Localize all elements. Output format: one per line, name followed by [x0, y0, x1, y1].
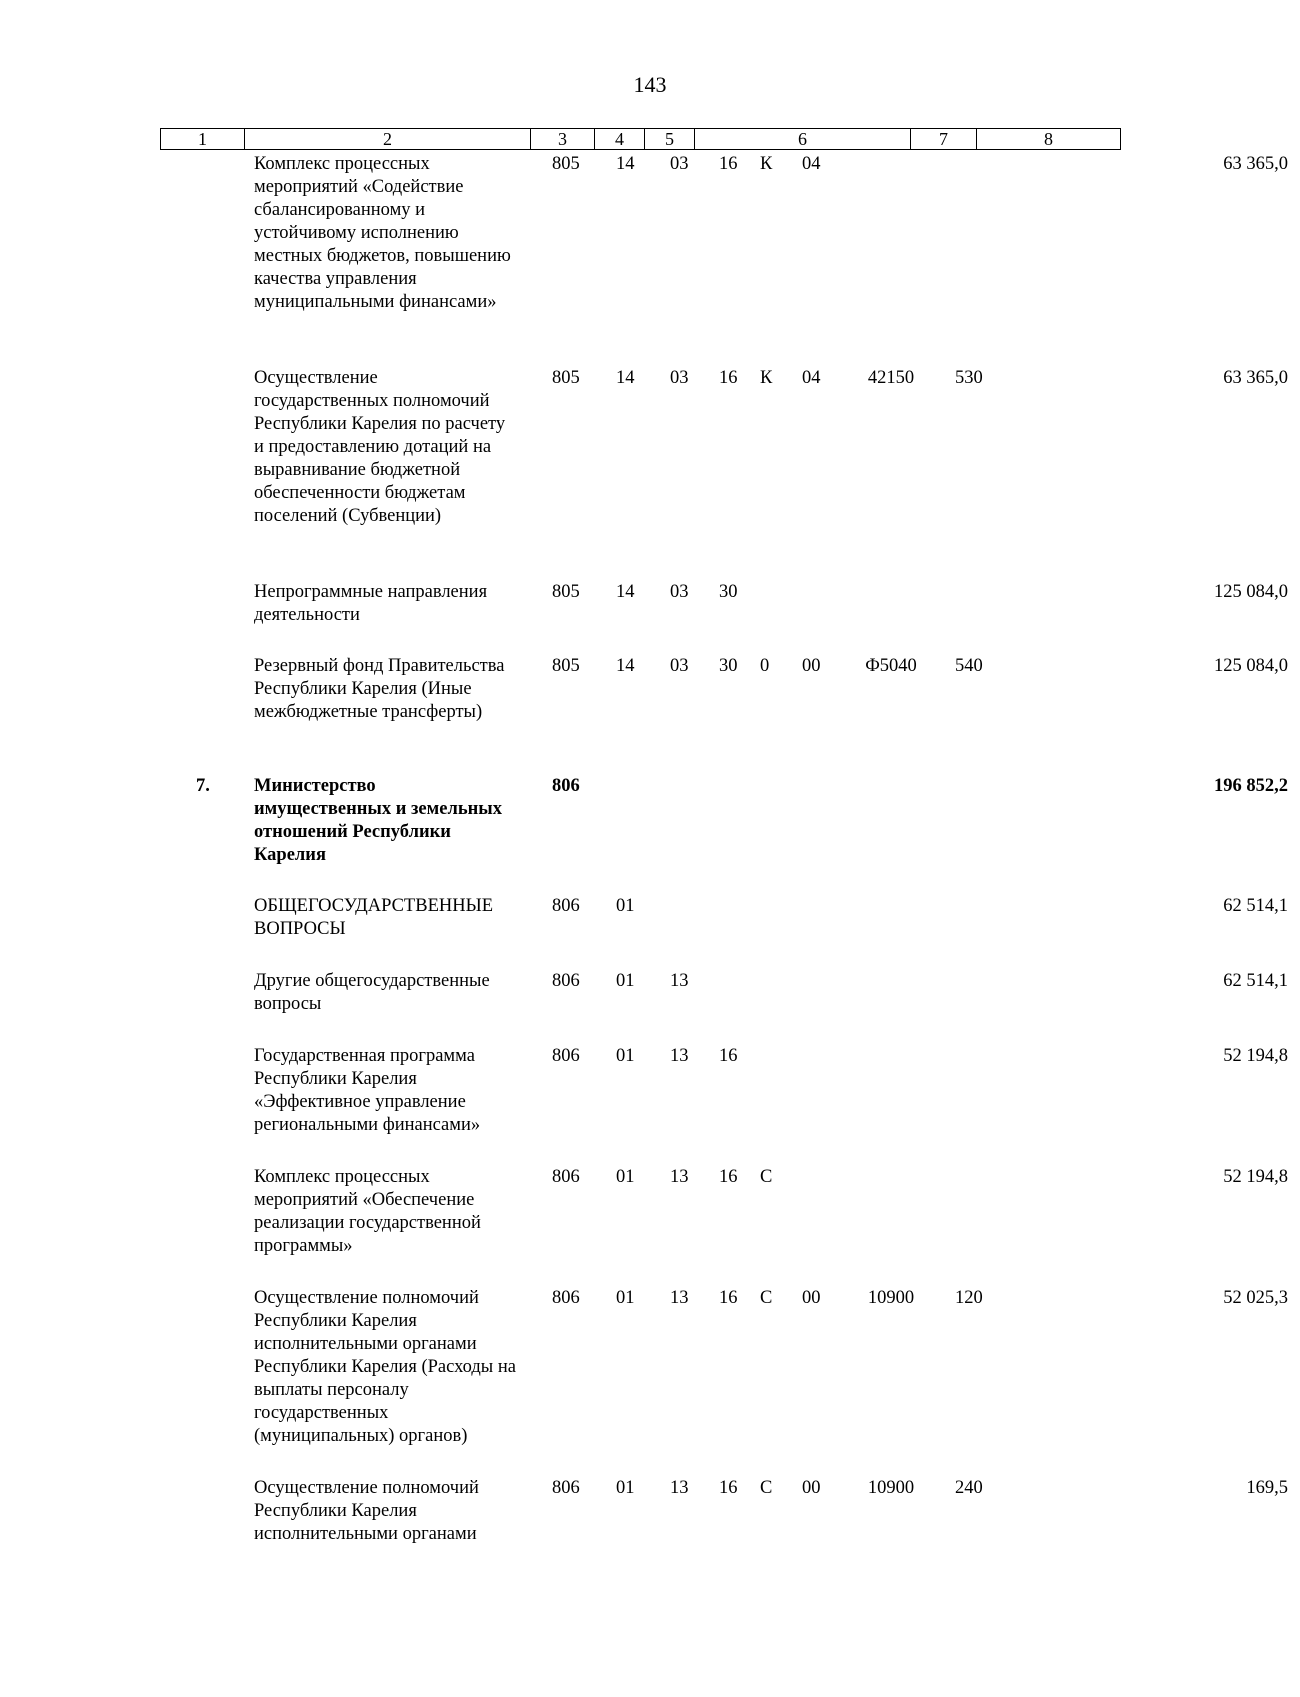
row-subprogram: С: [760, 1167, 773, 1187]
row-grbs: 806: [552, 1478, 580, 1498]
column-header-7: 7: [911, 129, 977, 150]
row-grbs: 805: [552, 154, 580, 174]
row-section: 14: [616, 582, 635, 602]
row-program: 16: [719, 1167, 738, 1187]
column-header-row: [161, 129, 1121, 150]
row-section: 14: [616, 154, 635, 174]
table-row: [160, 1477, 1288, 1557]
row-subsection: 13: [670, 971, 689, 991]
row-section: 01: [616, 1478, 635, 1498]
row-expense-type: 240: [955, 1478, 983, 1498]
row-sum: 125 084,0: [1214, 582, 1288, 602]
row-grbs: 805: [552, 368, 580, 388]
row-subprogram: К: [760, 154, 773, 174]
row-section: 14: [616, 656, 635, 676]
row-event: 00: [802, 1288, 821, 1308]
row-grbs: 805: [552, 582, 580, 602]
row-grbs: 806: [552, 1167, 580, 1187]
row-section: 01: [616, 1046, 635, 1066]
row-name: Резервный фонд Правительства Республики Карелия (Иные межбюджетные трансферты): [254, 656, 505, 722]
row-name: Осуществление полномочий Республики Карелия исполнительными органами Республики Карелия (Расходы на выплаты персоналу государственных (муниципальных) органов): [254, 1288, 516, 1446]
row-program: 16: [719, 1288, 738, 1308]
row-subprogram: С: [760, 1478, 773, 1498]
row-direction: Ф5040: [865, 656, 917, 676]
column-header-table: [160, 128, 1121, 150]
row-section: 01: [616, 971, 635, 991]
row-program: 16: [719, 1478, 738, 1498]
row-subsection: 03: [670, 368, 689, 388]
row-sum: 125 084,0: [1214, 656, 1288, 676]
row-section: 01: [616, 1167, 635, 1187]
table-row: [160, 655, 1288, 775]
row-sum: 62 514,1: [1223, 971, 1288, 991]
row-subsection: 03: [670, 656, 689, 676]
row-name: Непрограммные направления деятельности: [254, 582, 488, 625]
table-row: [160, 1287, 1288, 1477]
row-sum: 169,5: [1246, 1478, 1288, 1498]
row-event: 00: [802, 656, 821, 676]
row-grbs: 806: [552, 776, 580, 796]
row-name: Осуществление государственных полномочий Республики Карелия по расчету и предоставлению дотаций на выравнивание бюджетной обеспеченности бюджетам поселений (Субвенции): [254, 368, 506, 526]
row-name: Другие общегосударственные вопросы: [254, 971, 490, 1014]
row-name: Государственная программа Республики Карелия «Эффективное управление региональными финансами»: [254, 1046, 481, 1135]
row-sum: 196 852,2: [1214, 776, 1288, 796]
row-section: 14: [616, 368, 635, 388]
budget-table-body: [160, 153, 1288, 1557]
row-subsection: 13: [670, 1167, 689, 1187]
column-header-8: 8: [977, 129, 1121, 150]
row-subsection: 03: [670, 154, 689, 174]
row-program: 16: [719, 368, 738, 388]
table-row: [160, 1166, 1288, 1287]
row-expense-type: 530: [955, 368, 983, 388]
row-sum: 52 194,8: [1223, 1167, 1288, 1187]
row-name: Комплекс процессных мероприятий «Содействие сбалансированному и устойчивому исполнению местных бюджетов, повышению качества управления муниципальными финансами»: [254, 154, 511, 312]
row-event: 00: [802, 1478, 821, 1498]
row-section: 01: [616, 1288, 635, 1308]
table-row: [160, 581, 1288, 655]
row-subsection: 03: [670, 582, 689, 602]
row-grbs: 806: [552, 1288, 580, 1308]
row-subsection: 13: [670, 1288, 689, 1308]
row-section: 01: [616, 896, 635, 916]
row-program: 16: [719, 154, 738, 174]
column-header-5: 5: [645, 129, 695, 150]
row-sum: 52 194,8: [1223, 1046, 1288, 1066]
row-grbs: 806: [552, 1046, 580, 1066]
column-header-6: 6: [695, 129, 911, 150]
row-number: 7.: [196, 776, 210, 796]
row-direction: 42150: [867, 368, 915, 388]
row-grbs: 806: [552, 896, 580, 916]
row-program: 30: [719, 582, 738, 602]
row-expense-type: 120: [955, 1288, 983, 1308]
table-row: [160, 895, 1288, 970]
row-name: Комплекс процессных мероприятий «Обеспечение реализации государственной программы»: [254, 1167, 481, 1256]
column-header-1: 1: [161, 129, 245, 150]
row-expense-type: 540: [955, 656, 983, 676]
row-name: Министерство имущественных и земельных отношений Республики Карелия: [254, 776, 502, 865]
row-name: Осуществление полномочий Республики Карелия исполнительными органами: [254, 1478, 479, 1544]
table-row: [160, 775, 1288, 895]
page-number: 143: [633, 72, 667, 97]
row-sum: 52 025,3: [1223, 1288, 1288, 1308]
column-header-3: 3: [531, 129, 595, 150]
row-sum: 63 365,0: [1223, 154, 1288, 174]
row-name: ОБЩЕГОСУДАРСТВЕННЫЕ ВОПРОСЫ: [254, 896, 494, 939]
row-sum: 62 514,1: [1223, 896, 1288, 916]
row-subprogram: 0: [760, 656, 770, 676]
row-subprogram: С: [760, 1288, 773, 1308]
row-subprogram: К: [760, 368, 773, 388]
row-subsection: 13: [670, 1478, 689, 1498]
row-direction: 10900: [867, 1478, 915, 1498]
row-grbs: 805: [552, 656, 580, 676]
table-row: [160, 367, 1288, 581]
column-header-4: 4: [595, 129, 645, 150]
column-header-2: 2: [245, 129, 531, 150]
row-event: 04: [802, 154, 821, 174]
row-sum: 63 365,0: [1223, 368, 1288, 388]
row-direction: 10900: [867, 1288, 915, 1308]
row-subsection: 13: [670, 1046, 689, 1066]
table-row: [160, 1045, 1288, 1166]
row-program: 30: [719, 656, 738, 676]
row-event: 04: [802, 368, 821, 388]
row-program: 16: [719, 1046, 738, 1066]
table-row: [160, 970, 1288, 1045]
table-row: [160, 153, 1288, 367]
row-grbs: 806: [552, 971, 580, 991]
